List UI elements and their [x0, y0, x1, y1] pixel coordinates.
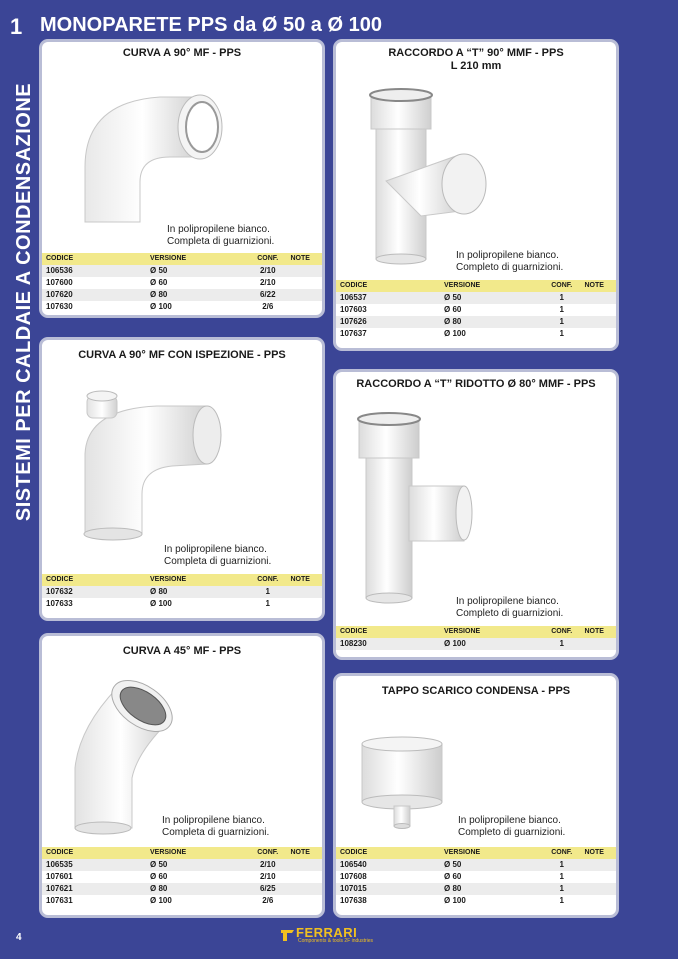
table-cell: Ø 100	[150, 302, 172, 311]
table-cell: 6/25	[249, 883, 287, 895]
product-title: RACCORDO A “T” RIDOTTO Ø 80° MMF - PPS	[356, 378, 596, 390]
table-cell	[581, 871, 617, 883]
page-number: 4	[16, 932, 22, 943]
table-cell	[287, 265, 323, 277]
product-description: In polipropilene bianco. Completo di guarnizioni.	[458, 815, 566, 838]
table-cell: 1	[559, 329, 564, 338]
table-cell: Ø 100	[150, 599, 172, 608]
chapter-vertical-title: SISTEMI PER CALDAIE A CONDENSAZIONE	[13, 82, 35, 522]
table-cell: Ø 50	[150, 265, 249, 277]
table-cell: 1	[543, 316, 581, 328]
table-cell: Ø 100	[444, 329, 466, 338]
table-row	[336, 638, 616, 650]
table-cell: 106535	[42, 859, 150, 871]
table-cell	[287, 895, 323, 907]
table-cell: Ø 50	[444, 292, 543, 304]
drain-cap-image	[358, 736, 448, 831]
table-cell	[287, 598, 323, 610]
table-header: CODICE VERSIONE CONF. NOTE	[336, 847, 616, 859]
table-header: CODICE VERSIONE CONF. NOTE	[42, 847, 322, 859]
product-description: In polipropilene bianco. Completa di guarnizioni.	[164, 544, 272, 567]
table-header: CODICE VERSIONE CONF. NOTE	[42, 253, 322, 265]
table-cell: 2/10	[249, 265, 287, 277]
table-cell: Ø 100	[150, 896, 172, 905]
table-cell: 107015	[336, 883, 444, 895]
product-description: In polipropilene bianco. Completa di guarnizioni.	[167, 224, 275, 247]
table-cell: Ø 50	[444, 859, 543, 871]
brand-logo	[280, 926, 372, 944]
table-cell: Ø 100	[444, 638, 543, 650]
product-title: CURVA A 90° MF - PPS	[122, 47, 242, 59]
table-header: CODICE VERSIONE CONF. NOTE	[336, 280, 616, 292]
table-row	[42, 871, 322, 883]
table-row	[336, 895, 616, 907]
reduced-tee-image	[354, 408, 474, 608]
table-row	[336, 316, 616, 328]
table-row	[42, 289, 322, 301]
table-cell: 107633	[46, 599, 73, 608]
table-cell: 107637	[340, 329, 367, 338]
table-cell: 106536	[42, 265, 150, 277]
table-cell: 6/22	[249, 289, 287, 301]
table-cell: 108230	[336, 638, 444, 650]
table-cell: 1	[559, 305, 564, 314]
elbow-inspection-image	[77, 384, 227, 544]
product-title: CURVA A 45° MF - PPS	[122, 645, 242, 657]
table-row	[336, 883, 616, 895]
product-card-curva-90	[39, 39, 325, 318]
product-title: CURVA A 90° MF CON ISPEZIONE - PPS	[78, 349, 286, 361]
table-cell: Ø 60	[444, 305, 462, 314]
table-row	[42, 883, 322, 895]
table-cell	[581, 638, 617, 650]
table-header: CODICE VERSIONE CONF. NOTE	[42, 574, 322, 586]
table-cell: 2/10	[259, 278, 276, 287]
table-cell: Ø 80	[444, 316, 543, 328]
table-cell: Ø 100	[444, 896, 466, 905]
table-cell: 1	[543, 292, 581, 304]
table-cell	[581, 859, 617, 871]
spec-table	[42, 253, 322, 313]
table-cell	[581, 316, 617, 328]
table-row	[42, 598, 322, 610]
table-cell: 2/6	[262, 302, 274, 311]
table-cell: 107600	[46, 278, 73, 287]
product-description: In polipropilene bianco. Completo di guarnizioni.	[456, 596, 564, 619]
table-cell: 107603	[340, 305, 367, 314]
table-cell	[287, 859, 323, 871]
tee-90-image	[366, 86, 496, 271]
table-cell: 107601	[46, 872, 73, 881]
product-card-tappo-scarico	[333, 673, 619, 918]
table-cell: Ø 80	[150, 586, 249, 598]
table-cell: 107626	[336, 316, 444, 328]
product-title: TAPPO SCARICO CONDENSA - PPS	[381, 685, 571, 697]
product-card-curva-90-ispezione	[39, 337, 325, 621]
table-cell: 106537	[336, 292, 444, 304]
table-cell	[287, 277, 323, 289]
table-cell: 107638	[340, 896, 367, 905]
table-cell: 1	[249, 586, 287, 598]
page-title: MONOPARETE PPS da Ø 50 a Ø 100	[40, 14, 382, 36]
table-row	[42, 277, 322, 289]
table-cell: 2/10	[249, 859, 287, 871]
table-row	[42, 265, 322, 277]
elbow-90-image	[80, 82, 230, 232]
chapter-number: 1	[10, 14, 23, 39]
table-cell: 107632	[42, 586, 150, 598]
table-row	[336, 328, 616, 340]
table-cell: 1	[543, 883, 581, 895]
logo-tagline: Components & tools 2F industries	[298, 938, 374, 944]
table-cell: 2/6	[262, 896, 274, 905]
table-cell: Ø 50	[150, 859, 249, 871]
table-row	[42, 301, 322, 313]
spec-table	[42, 847, 322, 907]
table-cell: Ø 60	[150, 872, 168, 881]
table-row	[336, 292, 616, 304]
table-cell: 1	[265, 599, 270, 608]
spec-table	[336, 626, 616, 650]
spec-table	[336, 847, 616, 907]
product-card-raccordo-t-90	[333, 39, 619, 351]
logo-name: FERRARI	[296, 925, 358, 940]
table-row	[336, 859, 616, 871]
table-cell: 107621	[42, 883, 150, 895]
table-row	[42, 586, 322, 598]
table-cell	[287, 883, 323, 895]
table-cell: 1	[559, 872, 564, 881]
table-cell: 1	[543, 859, 581, 871]
table-cell	[287, 871, 323, 883]
table-cell	[581, 292, 617, 304]
table-cell: 106540	[336, 859, 444, 871]
product-description: In polipropilene bianco. Completo di guarnizioni.	[456, 250, 564, 273]
table-cell: Ø 60	[444, 872, 462, 881]
table-cell: 1	[543, 638, 581, 650]
product-title: RACCORDO A “T” 90° MMF - PPS L 210 mm	[388, 47, 564, 72]
table-cell	[581, 328, 617, 340]
table-row	[42, 859, 322, 871]
table-row	[336, 871, 616, 883]
table-cell: 2/10	[259, 872, 276, 881]
table-cell: 107631	[46, 896, 73, 905]
table-cell: Ø 80	[150, 883, 249, 895]
table-row	[42, 895, 322, 907]
product-description: In polipropilene bianco. Completa di guarnizioni.	[162, 815, 270, 838]
elbow-45-image	[67, 668, 197, 838]
table-cell: Ø 80	[150, 289, 249, 301]
table-cell: Ø 80	[444, 883, 543, 895]
table-cell: Ø 60	[150, 278, 168, 287]
table-cell	[581, 304, 617, 316]
table-cell	[287, 289, 323, 301]
product-card-curva-45	[39, 633, 325, 918]
table-cell	[287, 586, 323, 598]
logo-mark-icon	[280, 927, 295, 942]
spec-table	[336, 280, 616, 340]
table-row	[336, 304, 616, 316]
table-cell	[287, 301, 323, 313]
spec-table	[42, 574, 322, 610]
table-cell: 107630	[46, 302, 73, 311]
product-card-raccordo-t-ridotto	[333, 369, 619, 660]
table-cell	[581, 895, 617, 907]
table-cell	[581, 883, 617, 895]
table-cell: 107620	[42, 289, 150, 301]
table-cell: 107608	[340, 872, 367, 881]
table-cell: 1	[559, 896, 564, 905]
table-header: CODICE VERSIONE CONF. NOTE	[336, 626, 616, 638]
